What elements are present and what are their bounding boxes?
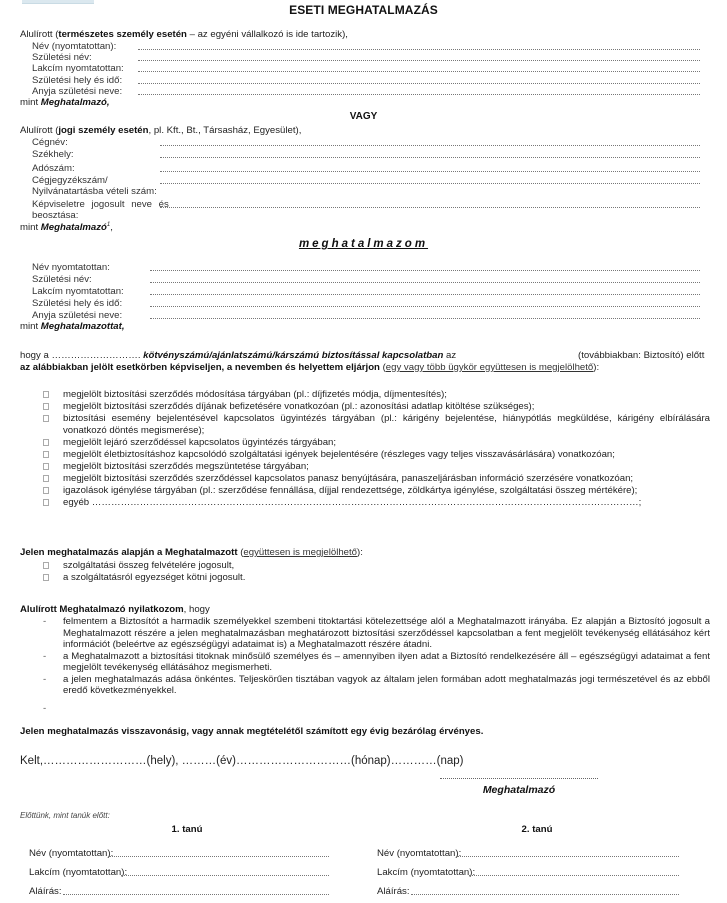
declaration-heading: Alulírott Meghatalmazó nyilatkozom, hogy xyxy=(20,604,210,615)
witness-1-address-input[interactable] xyxy=(121,875,329,876)
tax-number-input[interactable] xyxy=(160,171,700,172)
agent-name-input[interactable] xyxy=(150,270,700,271)
tax-number-field[interactable]: Adószám: xyxy=(20,163,710,175)
place-input[interactable]: ……………………… xyxy=(43,755,147,767)
witness-1-name-input[interactable] xyxy=(109,856,329,857)
authorize-heading: meghatalmazom xyxy=(298,238,429,250)
checkbox[interactable] xyxy=(43,451,49,458)
scope-line-1: hogy a ………………………. kötvényszámú/ajánlatszámú/kárszámú biztosítással kapcsolatban az xyxy=(20,350,457,361)
natural-as-principal: mint Meghatalmazó, xyxy=(20,97,110,108)
company-seat-input[interactable] xyxy=(160,157,700,158)
representative-field[interactable]: Képviseletre jogosult neve és beosztása: xyxy=(20,199,710,223)
agent-mothername-field[interactable]: Anyja születési neve: xyxy=(20,310,710,322)
agent-address-input[interactable] xyxy=(150,294,700,295)
registry-number-field[interactable]: Cégjegyzékszám/ Nyilvánatartásba vételi szám: xyxy=(20,175,710,199)
natural-address-field[interactable]: Lakcím nyomtatottan: xyxy=(20,63,710,75)
or-separator: VAGY xyxy=(349,111,378,122)
dash-bullet: - xyxy=(43,616,47,627)
right-item[interactable]: a szolgáltatásról egyezséget kötni jogosult. xyxy=(40,572,710,584)
representative-input[interactable] xyxy=(160,207,700,208)
natural-mothername-field[interactable]: Anyja születési neve: xyxy=(20,86,710,98)
natural-mothername-input[interactable] xyxy=(138,94,700,95)
company-name-field[interactable]: Cégnév: xyxy=(20,137,710,149)
witness-2-signature-input[interactable] xyxy=(411,894,679,895)
matter-item-other[interactable]: egyéb ………………………………………………………………………………………………………………………………………………………; xyxy=(40,497,673,509)
declaration-item: - a jelen meghatalmazás adása önkéntes. Teljeskörűen tisztában vagyok az általam jelen formában adott meghatalmazás jogi természetével és az ebből eredő következményekkel. xyxy=(43,673,710,696)
principal-signature-label: Meghatalmazó xyxy=(482,784,556,796)
agent-birthplace-field[interactable]: Születési hely és idő: xyxy=(20,298,710,310)
scope-line-2: az alábbiakban jelölt esetkörben képviseljen, a nevemben és helyettem eljárjon (egy vagy több ügykör együttesen is megjelölhető): xyxy=(20,362,600,373)
agent-birthname-input[interactable] xyxy=(150,282,700,283)
witness-2-signature-field[interactable]: Aláírás: xyxy=(377,886,679,898)
natural-birthplace-field[interactable]: Születési hely és idő: xyxy=(20,75,710,87)
declaration-item-empty xyxy=(42,703,710,713)
registry-number-input[interactable] xyxy=(160,183,700,184)
matter-item[interactable]: biztosítási esemény bejelentésével kapcsolatos ügyintézés tárgyában (pl.: kárigény bejelentése, hiánypótlás megküldése, kárigény elbírálására vonatkozó döntés megismerése); xyxy=(40,413,710,436)
natural-address-input[interactable] xyxy=(138,71,700,72)
witnesses-intro: Előttünk, mint tanúk előtt: xyxy=(20,811,110,820)
agent-mothername-input[interactable] xyxy=(150,318,700,319)
witness-1-signature-input[interactable] xyxy=(63,894,329,895)
declaration-item: - a Meghatalmazott a biztosítási titoknak minősülő személyes és – amennyiben ilyen adat a Biztosító rendelkezésére áll – egészségügyi adataimat a fent megjelölt tevékenység ellátásához megismerheti. xyxy=(43,650,710,673)
checkbox[interactable] xyxy=(43,403,49,410)
dash-bullet: - xyxy=(43,673,47,685)
agent-as-attorney: mint Meghatalmazottat, xyxy=(20,321,125,332)
checkbox[interactable] xyxy=(43,574,49,581)
agent-birthplace-input[interactable] xyxy=(150,306,700,307)
witness-1-heading: 1. tanú xyxy=(171,824,203,835)
natural-person-intro: Alulírott (természetes személy esetén – az egyéni vállalkozó is ide tartozik), xyxy=(20,29,348,40)
natural-birthname-field[interactable]: Születési név: xyxy=(20,52,710,64)
witness-2-name-input[interactable] xyxy=(457,856,679,857)
natural-name-field[interactable]: Név (nyomtatottan): xyxy=(20,41,710,53)
legal-person-intro: Alulírott (jogi személy esetén, pl. Kft., Bt., Társasház, Egyesület), xyxy=(20,125,302,136)
natural-birthplace-input[interactable] xyxy=(138,83,700,84)
witness-1-address-field[interactable]: Lakcím (nyomtatottan): xyxy=(29,867,329,879)
rights-heading: Jelen meghatalmazás alapján a Meghatalmazott (együttesen is megjelölhető): xyxy=(20,547,363,558)
matters-checklist xyxy=(40,389,710,509)
declaration-list xyxy=(42,616,710,713)
agent-birthname-field[interactable]: Születési név: xyxy=(20,274,710,286)
matter-item[interactable]: megjelölt biztosítási szerződés megszüntetése tárgyában; xyxy=(40,461,710,473)
right-item[interactable]: szolgáltatási összeg felvételére jogosult, xyxy=(40,560,710,572)
legal-as-principal: mint Meghatalmazó$^1$, xyxy=(20,222,113,234)
witness-1-signature-field[interactable]: Aláírás: xyxy=(29,886,329,898)
day-input[interactable]: ………… xyxy=(390,755,437,767)
footnote-marker[interactable]: 1 xyxy=(106,222,111,228)
matter-item[interactable]: megjelölt lejáró szerződéssel kapcsolatos ügyintézés tárgyában; xyxy=(40,437,710,449)
validity-statement: Jelen meghatalmazás visszavonásig, vagy annak megtételétől számított egy évig bezárólag érvényes. xyxy=(20,726,484,737)
year-input[interactable]: ……… xyxy=(181,755,217,767)
witness-2-address-field[interactable]: Lakcím (nyomtatottan): xyxy=(377,867,679,879)
natural-birthname-input[interactable] xyxy=(138,60,700,61)
checkbox[interactable] xyxy=(43,439,49,446)
witness-2-address-input[interactable] xyxy=(469,875,679,876)
principal-signature-line[interactable] xyxy=(440,778,598,779)
matter-item[interactable]: megjelölt biztosítási szerződés szerződéssel kapcsolatos panasz benyújtására, panaszeljárásban információ szerzésére vonatkozóan; xyxy=(40,473,710,485)
declaration-item: - felmentem a Biztosítót a harmadik személyekkel szembeni titoktartási kötelezettsége alól a Meghatalmazott irányába. Ez alapján a Biztosító jogosult a Meghatalmazott részére a jelen meghatalmazásban meghatározott biztosítási szerződéssel kapcsolatban a fent megjelölt tevékenység ellátásához kért információt (beleértve az egészségügyi adataimat is) a Meghatalmazott részére átadni. xyxy=(43,616,710,650)
checkbox[interactable] xyxy=(43,415,49,422)
company-seat-field[interactable]: Székhely: xyxy=(20,149,710,161)
matter-item[interactable]: igazolások igénylése tárgyában (pl.: szerződése fennállása, díjjal rendezettsége, zöldkártya igénylése, szolgáltatási összeg mértékére); xyxy=(40,485,710,497)
rights-checklist xyxy=(40,560,710,584)
matter-item[interactable]: megjelölt biztosítási szerződés módosítása tárgyában (pl.: díjfizetés módja, díjmentesítés); xyxy=(40,389,710,401)
checkbox[interactable] xyxy=(43,475,49,482)
agent-name-field[interactable]: Név nyomtatottan: xyxy=(20,262,710,274)
witness-2-heading: 2. tanú xyxy=(521,824,553,835)
witness-1-name-field[interactable]: Név (nyomtatottan): xyxy=(29,848,329,860)
witness-2-name-field[interactable]: Név (nyomtatottan): xyxy=(377,848,679,860)
month-input[interactable]: ………………………… xyxy=(235,755,351,767)
natural-name-input[interactable] xyxy=(138,49,700,50)
checkbox[interactable] xyxy=(43,463,49,470)
scope-insurer-label: (továbbiakban: Biztosító) előtt xyxy=(578,350,705,361)
checkbox[interactable] xyxy=(43,487,49,494)
checkbox[interactable] xyxy=(43,391,49,398)
matter-item[interactable]: megjelölt biztosítási szerződés díjának befizetésére vonatkozóan (pl.: azonosítási adatlap kitöltése szükséges); xyxy=(40,401,710,413)
dash-bullet: - xyxy=(43,702,47,714)
date-line[interactable]: Kelt,………………………(hely), ………(év)…………………………(hónap)…………(nap) xyxy=(20,755,464,767)
dash-bullet: - xyxy=(43,650,47,662)
matter-item[interactable]: megjelölt életbiztosításhoz kapcsolódó szolgáltatási igények bejelentésére (részleges vagy teljes visszavásárlására) vonatkozóan; xyxy=(40,449,710,461)
checkbox[interactable] xyxy=(43,562,49,569)
document-title: ESETI MEGHATALMAZÁS xyxy=(289,3,438,17)
company-name-input[interactable] xyxy=(160,145,700,146)
agent-address-field[interactable]: Lakcím nyomtatottan: xyxy=(20,286,710,298)
checkbox[interactable] xyxy=(43,499,49,506)
